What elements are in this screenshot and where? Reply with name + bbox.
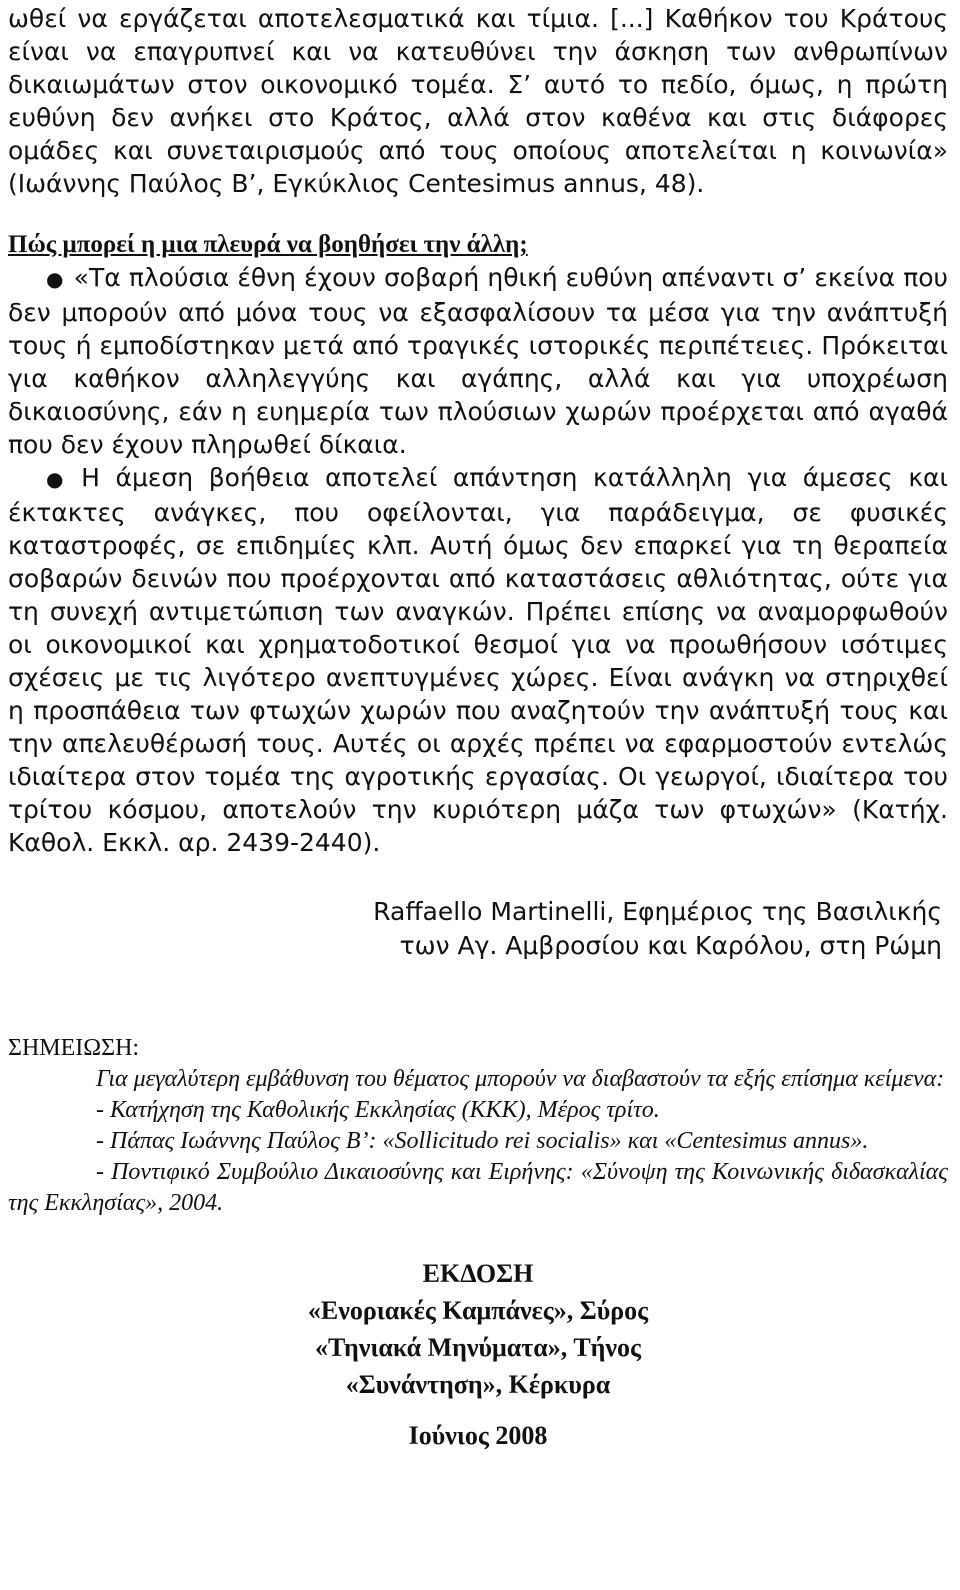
intro-paragraph: ωθεί να εργάζεται αποτελεσματικά και τίμια. [...] Καθήκον του Κράτους είναι να επαγρυπνεί και να κατευθύνει την άσκηση των ανθρωπίνων δικαιωμάτων στον οικονομικό τομέα. Σ’ αυτό το πεδίο, όμως, η πρώτη ευθύνη δεν ανήκει στο Κράτος, αλλά στον καθένα και στις διάφορες ομάδες και συνεταιρισμούς από τους οποίους αποτελείται η κοινωνία» (Ιωάννης Παύλος Β’, Εγκύκλιος Centesimus annus, 48). (8, 4, 948, 198)
edition-line-1: «Ενοριακές Καμπάνες», Σύρος (307, 1296, 649, 1325)
bullet-icon: ● (46, 467, 72, 491)
author-signature (8, 895, 948, 963)
note-reference-1: - Κατήχηση της Καθολικής Εκκλησίας (ΚΚΚ), Μέρος τρίτο. (96, 1097, 660, 1123)
note-reference-3: - Ποντιφικό Συμβούλιο Δικαιοσύνης και Ειρήνης: «Σύνοψη της Κοινωνικής διδασκαλίας της Εκκλησίας», 2004. (8, 1159, 948, 1216)
note-reference-2: - Πάπας Ιωάννης Παύλος Β’: «Sollicitudo rei socialis» και «Centesimus annus». (96, 1128, 869, 1154)
edition-line-2: «Τηνιακά Μηνύματα», Τήνος (314, 1333, 642, 1362)
bullet-icon: ● (46, 267, 64, 291)
edition-line-3: «Συνάντηση», Κέρκυρα (345, 1370, 611, 1399)
edition-title: ΕΚΔΟΣΗ (422, 1259, 534, 1288)
bullet-paragraph-2 (8, 461, 948, 859)
note-label: ΣΗΜΕΙΩΣΗ: (8, 1035, 140, 1061)
paragraph-2-text: Η άμεση βοήθεια αποτελεί απάντηση κατάλληλη για άμεσες και έκτακτες ανάγκες, που οφείλονται, για παράδειγμα, σε φυσικές καταστροφές, σε επιδημίες κλπ. Αυτή όμως δεν επαρκεί για τη θεραπεία σοβαρών δεινών που προέρχονται από καταστάσεις αθλιότητας, ούτε για τη συνεχή αντιμετώπιση των αναγκών. Πρέπει επίσης να αναμορφωθούν οι οικονομικοί και χρηματοδοτικοί θεσμοί για να προωθήσουν ισότιμες σχέσεις με τις λιγότερο ανεπτυγμένες χώρες. Είναι ανάγκη να στηριχθεί η προσπάθεια των φτωχών χωρών που αναζητούν την ανάπτυξή τους και την απελευθέρωσή τους. Αυτές οι αρχές πρέπει να εφαρμοστούν εντελώς ιδιαίτερα στον τομέα της αγροτικής εργασίας. Οι γεωργοί, ιδιαίτερα του τρίτου κόσμου, αποτελούν την κυριότερη μάζα των φτωχών» (Κατήχ. Καθολ. Εκκλ. αρ. 2439-2440). (8, 463, 948, 857)
section-heading: Πώς μπορεί η μια πλευρά να βοηθήσει την άλλη; (8, 231, 528, 258)
edition-block (8, 1255, 948, 1403)
paragraph-1-text: «Τα πλούσια έθνη έχουν σοβαρή ηθική ευθύνη απέναντι σ’ εκείνα που δεν μπορούν από μόνα τους να εξασφαλίσουν τα μέσα για την ανάπτυξή τους ή εμποδίστηκαν μετά από τραγικές ιστορικές περιπέτειες. Πρόκειται για καθήκον αλληλεγγύης και αγάπης, αλλά και για υποχρέωση δικαιοσύνης, εάν η ευημερία των πλούσιων χωρών προέρχεται από αγαθά που δεν έχουν πληρωθεί δίκαια. (8, 263, 949, 459)
bullet-paragraph-1 (8, 261, 948, 461)
publication-date: Ιούνιος 2008 (408, 1421, 548, 1450)
signature-line-1: Raffaello Martinelli, Εφημέριος της Βασιλικής (373, 897, 942, 926)
note-section (8, 1033, 948, 1219)
signature-line-2: των Αγ. Αμβροσίου και Καρόλου, στη Ρώμη (399, 931, 942, 960)
note-intro: Για μεγαλύτερη εμβάθυνση του θέματος μπορούν να διαβαστούν τα εξής επίσημα κείμενα: (96, 1066, 945, 1092)
